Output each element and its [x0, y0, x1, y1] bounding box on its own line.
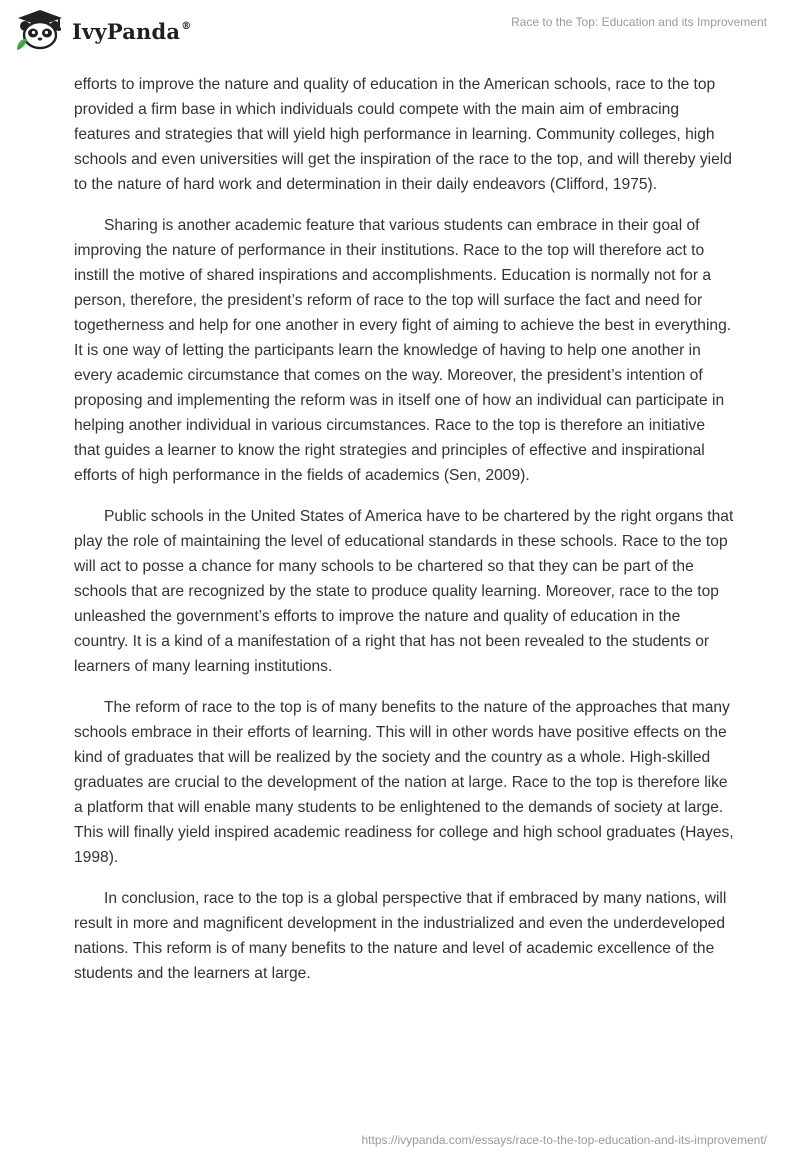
paragraph-4: The reform of race to the top is of many benefits to the nature of the approaches that many schools embrace in their efforts of learning. This will in other words have positive effects on the kind of graduates that will be realized by the society and the country as a whole. High-skilled graduates are crucial to the development of the nation at large. Race to the top is therefore like a platform that will enable many students to be enlightened to the demands of society at large. This will finally yield inspired academic readiness for college and high school graduates (Hayes, 1998).: [74, 699, 734, 866]
paragraph-2: Sharing is another academic feature that various students can embrace in their goal of improving the nature of performance in their institutions. Race to the top will therefore act to instill the motive of shared inspirations and accomplishments. Education is normally not for a person, therefore, the president’s reform of race to the top will surface the fact and need for togetherness and help for one another in every fight of aiming to achieve the best in everything. It is one way of letting the participants learn the knowledge of having to help one another in every academic circumstance that comes on the way. Moreover, the president’s intention of proposing and implementing the reform was in itself one of how an individual can participate in helping another individual in various circumstances. Race to the top is therefore an initiative that guides a learner to know the right strategies and principles of effective and inspirational efforts of high performance in the fields of academics (Sen, 2009).: [74, 217, 732, 484]
panda-graduate-icon: [14, 8, 66, 52]
brand-name: [72, 19, 191, 44]
essay-body: [74, 72, 734, 1002]
ivypanda-logo[interactable]: [14, 8, 191, 52]
paragraph-3: Public schools in the United States of America have to be chartered by the right organs that play the role of maintaining the level of educational standards in these schools. Race to the top will act to posse a chance for many schools to be chartered so that they can be part of the schools that are recognized by the state to produce quality learning. Moreover, race to the top unleashed the government’s efforts to improve the nature and quality of education in the country. It is a kind of a manifestation of a right that has not been revealed to the students or learners of many learning institutions.: [74, 508, 734, 675]
brand-name-text: IvyPanda: [72, 18, 181, 44]
paragraph-1: efforts to improve the nature and quality of education in the American schools, race to the top provided a firm base in which individuals could compete with the main aim of embracing features and strategies that will yield high performance in learning. Community colleges, high schools and even universities will get the inspiration of the race to the top, and will thereby yield to the nature of hard work and determination in their daily endeavors (Clifford, 1975).: [74, 76, 732, 193]
source-url[interactable]: https://ivypanda.com/essays/race-to-the-top-education-and-its-improvement/: [361, 1133, 767, 1147]
document-title: Race to the Top: Education and its Improvement: [511, 15, 767, 29]
page-header: [0, 0, 800, 70]
paragraph-5: In conclusion, race to the top is a global perspective that if embraced by many nations, will result in more and magnificent development in the industrialized and even the underdeveloped nations. This reform is of many benefits to the nature and level of academic excellence of the students and the learners at large.: [74, 890, 727, 982]
registered-mark: ®: [181, 20, 192, 32]
